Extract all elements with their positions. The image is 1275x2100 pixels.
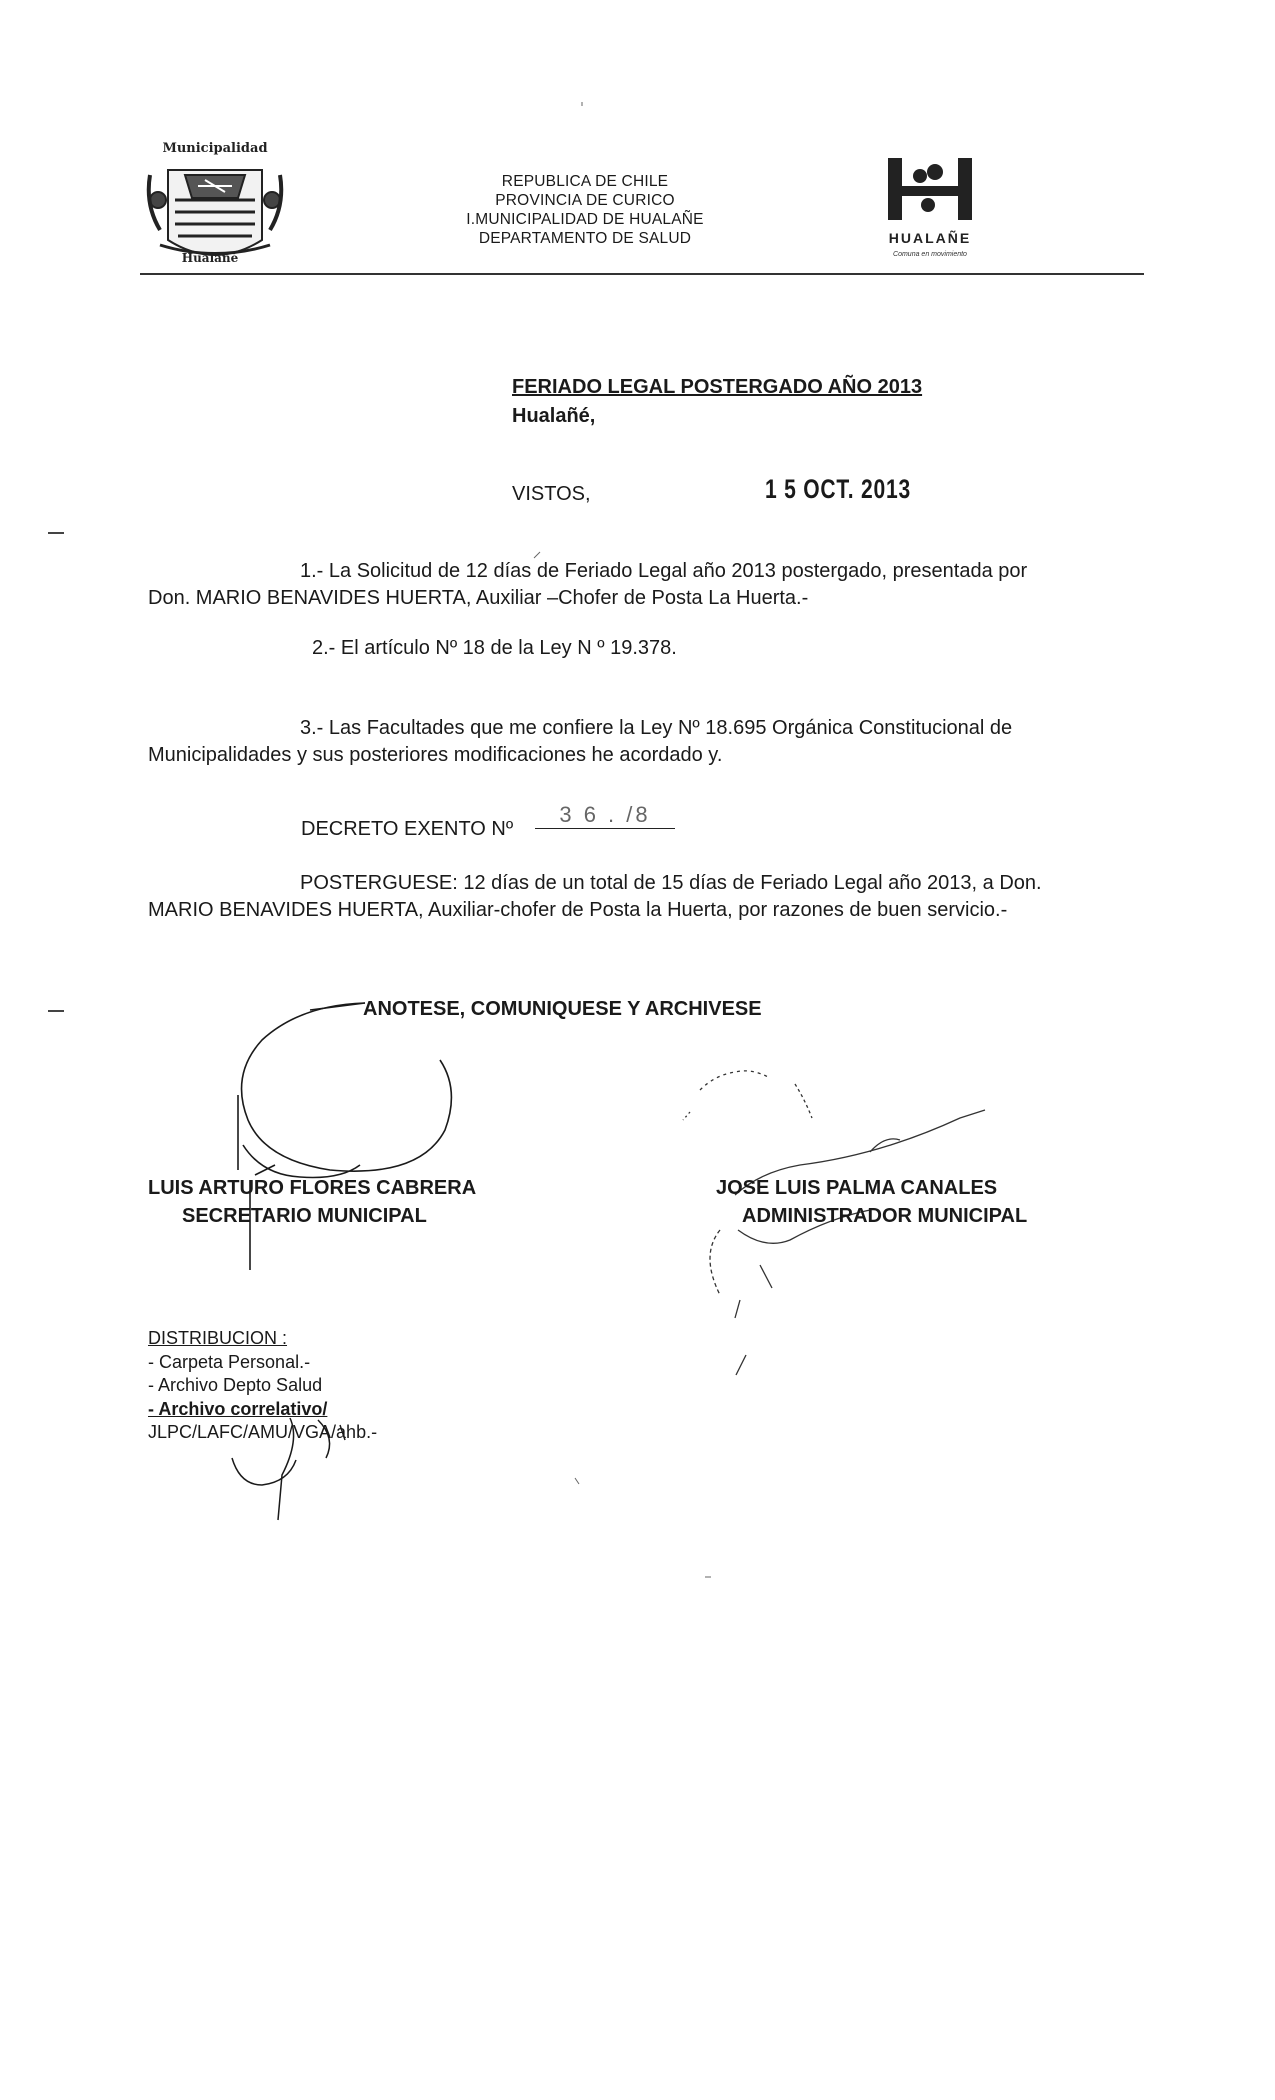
header-line: I.MUNICIPALIDAD DE HUALAÑE: [466, 211, 704, 228]
signature-left: [238, 1003, 451, 1270]
distribution-block: [148, 1327, 377, 1445]
document-place: Hualañé,: [512, 405, 596, 427]
resolution-first: POSTERGUESE: 12 días de un total de 15 días de Feriado Legal año 2013, a Don.: [300, 872, 1042, 894]
signer-right-name: JOSE LUIS PALMA CANALES: [716, 1177, 998, 1199]
signer-right-role: ADMINISTRADOR MUNICIPAL: [742, 1205, 1028, 1227]
document-title: FERIADO LEGAL POSTERGADO AÑO 2013: [512, 376, 923, 398]
municipal-crest: [149, 141, 282, 265]
date-stamp: 1 5 OCT. 2013: [765, 474, 911, 504]
resolution: [148, 870, 1142, 924]
margin-mark: [48, 532, 64, 534]
header-line: DEPARTAMENTO DE SALUD: [478, 230, 692, 247]
decree-label: DECRETO EXENTO Nº: [301, 818, 514, 840]
crest-text-bottom: Hualañé: [181, 251, 239, 265]
distribution-initials: JLPC/LAFC/AMU/VGA/ahb.-: [148, 1422, 378, 1442]
signer-left-role: SECRETARIO MUNICIPAL: [182, 1205, 427, 1227]
header-line: REPUBLICA DE CHILE: [501, 173, 669, 190]
hualane-logo: [888, 158, 972, 258]
item-3-first: 3.- Las Facultades que me confiere la Ley Nº 18.695 Orgánica Constitucional de: [300, 717, 1013, 739]
item-1-rest: Don. MARIO BENAVIDES HUERTA, Auxiliar –Chofer de Posta La Huerta.-: [148, 587, 809, 609]
item-1: [148, 558, 1142, 612]
distribution-item: - Carpeta Personal.-: [148, 1351, 311, 1372]
margin-mark: [48, 1010, 64, 1012]
distribution-item: - Archivo Depto Salud: [148, 1375, 323, 1395]
header-block: [400, 172, 770, 248]
header-line: PROVINCIA DE CURICO: [495, 192, 675, 209]
stray-marks: [534, 102, 711, 1577]
vistos-label: VISTOS,: [512, 483, 591, 505]
closing-formula: ANOTESE, COMUNIQUESE Y ARCHIVESE: [363, 998, 762, 1020]
item-1-first: 1.- La Solicitud de 12 días de Feriado Legal año 2013 postergado, presentada por: [300, 560, 1028, 582]
distribution-item: - Archivo correlativo/: [148, 1398, 328, 1419]
item-3: [148, 715, 1142, 769]
header-divider: [140, 273, 1144, 275]
decree-number: 3 6 . /8: [535, 802, 675, 829]
crest-text-top: Municipalidad: [162, 141, 268, 156]
signer-left-name: LUIS ARTURO FLORES CABRERA: [148, 1177, 477, 1199]
logo-tagline: Comuna en movimiento: [893, 251, 967, 258]
logo-name: HUALAÑE: [888, 230, 972, 246]
item-3-rest: Municipalidades y sus posteriores modificaciones he acordado y.: [148, 744, 723, 766]
resolution-rest: MARIO BENAVIDES HUERTA, Auxiliar-chofer de Posta la Huerta, por razones de buen servicio.-: [148, 899, 1008, 921]
distribution-heading: DISTRIBUCION :: [148, 1328, 288, 1348]
item-2: 2.- El artículo Nº 18 de la Ley N º 19.378.: [312, 637, 677, 659]
